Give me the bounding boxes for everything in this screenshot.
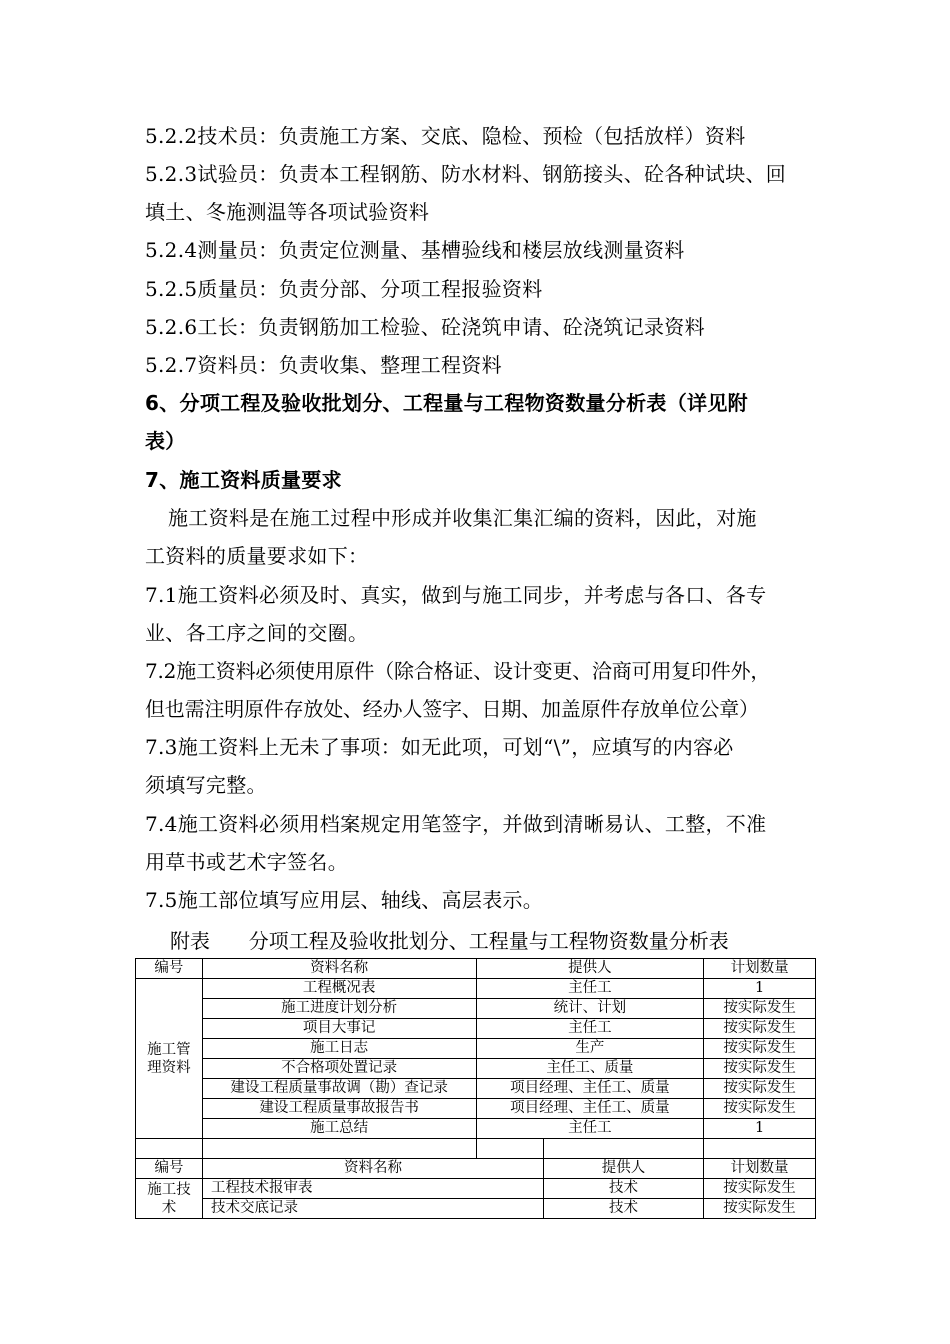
heading-6: 6、分项工程及验收批划分、工程量与工程物资数量分析表（详见附 — [145, 391, 748, 415]
item-7-4-cont: 用草书或艺术字签名。 — [145, 850, 348, 874]
doc-name: 建设工程质量事故报告书 — [202, 1099, 476, 1119]
table-row — [136, 1039, 816, 1059]
empty-cell — [544, 1139, 704, 1159]
provider: 项目经理、主任工、质量 — [476, 1079, 704, 1099]
table-row — [136, 1179, 816, 1199]
quantity: 按实际发生 — [704, 1019, 816, 1039]
para-5-2-3: 5.2.3试验员：负责本工程钢筋、防水材料、钢筋接头、砼各种试块、回 — [145, 162, 787, 186]
para-5-2-3-cont: 填土、冬施测温等各项试验资料 — [145, 200, 430, 224]
para-5-2-7: 5.2.7资料员：负责收集、整理工程资料 — [145, 353, 502, 377]
category-cell — [136, 979, 203, 1139]
quantity: 按实际发生 — [704, 1079, 816, 1099]
provider: 生产 — [476, 1039, 704, 1059]
table-row — [136, 1019, 816, 1039]
doc-name: 技术交底记录 — [203, 1199, 544, 1219]
doc-name: 建设工程质量事故调（勘）查记录 — [202, 1079, 476, 1099]
table-caption — [170, 928, 729, 954]
heading-7: 7、施工资料质量要求 — [145, 468, 342, 492]
doc-name: 不合格项处置记录 — [202, 1059, 476, 1079]
header-quantity: 计划数量 — [704, 1159, 816, 1179]
header-name: 资料名称 — [203, 1159, 544, 1179]
doc-name: 施工日志 — [202, 1039, 476, 1059]
body-intro: 施工资料是在施工过程中形成并收集汇集汇编的资料，因此，对施 — [168, 506, 757, 530]
doc-name: 施工进度计划分析 — [202, 999, 476, 1019]
item-7-4: 7.4施工资料必须用档案规定用笔签字，并做到清晰易认、工整，不准 — [145, 812, 767, 836]
table-header-row — [136, 959, 816, 979]
table-row — [136, 1099, 816, 1119]
doc-name: 工程概况表 — [202, 979, 476, 999]
provider: 统计、计划 — [476, 999, 704, 1019]
category-cell — [136, 1179, 203, 1219]
header-provider: 提供人 — [544, 1159, 704, 1179]
item-7-5: 7.5施工部位填写应用层、轴线、高层表示。 — [145, 888, 544, 912]
caption-title: 分项工程及验收批划分、工程量与工程物资数量分析表 — [248, 929, 729, 953]
doc-name: 项目大事记 — [202, 1019, 476, 1039]
quantity: 按实际发生 — [704, 999, 816, 1019]
empty-cell — [202, 1139, 476, 1159]
item-7-3-cont: 须填写完整。 — [145, 773, 267, 797]
table-header-row — [136, 1159, 816, 1179]
heading-6-cont: 表） — [145, 429, 186, 453]
header-provider: 提供人 — [476, 959, 704, 979]
table-row — [136, 1059, 816, 1079]
para-5-2-6: 5.2.6工长：负责钢筋加工检验、砼浇筑申请、砼浇筑记录资料 — [145, 315, 705, 339]
provider: 主任工、质量 — [476, 1059, 704, 1079]
table-row — [136, 1079, 816, 1099]
para-5-2-2: 5.2.2技术员：负责施工方案、交底、隐检、预检（包括放样）资料 — [145, 124, 746, 148]
item-7-2-cont: 但也需注明原件存放处、经办人签字、日期、加盖原件存放单位公章） — [145, 697, 759, 721]
doc-name: 工程技术报审表 — [203, 1179, 544, 1199]
quantity: 按实际发生 — [704, 1039, 816, 1059]
provider: 主任工 — [476, 1119, 704, 1139]
category-label: 施工管理资料 — [147, 1041, 191, 1076]
para-5-2-5: 5.2.5质量员：负责分部、分项工程报验资料 — [145, 277, 543, 301]
header-id: 编号 — [136, 959, 203, 979]
analysis-table-2 — [135, 1158, 816, 1219]
provider: 技术 — [544, 1179, 704, 1199]
table-row — [136, 979, 816, 999]
body-intro-cont: 工资料的质量要求如下： — [145, 544, 369, 568]
empty-cell — [476, 1139, 544, 1159]
header-quantity: 计划数量 — [704, 959, 816, 979]
empty-cell — [704, 1139, 816, 1159]
item-7-1: 7.1施工资料必须及时、真实，做到与施工同步，并考虑与各口、各专 — [145, 583, 767, 607]
caption-prefix: 附表 — [170, 929, 210, 953]
empty-cell — [136, 1139, 203, 1159]
item-7-1-cont: 业、各工序之间的交圈。 — [145, 621, 369, 645]
table-row — [136, 1199, 816, 1219]
header-name: 资料名称 — [202, 959, 476, 979]
quantity: 1 — [704, 979, 816, 999]
provider: 主任工 — [476, 979, 704, 999]
provider: 项目经理、主任工、质量 — [476, 1099, 704, 1119]
header-id: 编号 — [136, 1159, 203, 1179]
table-row — [136, 1119, 816, 1139]
quantity: 按实际发生 — [704, 1179, 816, 1199]
para-5-2-4: 5.2.4测量员：负责定位测量、基槽验线和楼层放线测量资料 — [145, 238, 685, 262]
category-label: 施工技术 — [147, 1181, 191, 1216]
provider: 主任工 — [476, 1019, 704, 1039]
doc-name: 施工总结 — [202, 1119, 476, 1139]
quantity: 1 — [704, 1119, 816, 1139]
item-7-2: 7.2施工资料必须使用原件（除合格证、设计变更、洽商可用复印件外， — [145, 659, 771, 683]
quantity: 按实际发生 — [704, 1059, 816, 1079]
empty-row — [136, 1139, 816, 1159]
quantity: 按实际发生 — [704, 1199, 816, 1219]
provider: 技术 — [544, 1199, 704, 1219]
quantity: 按实际发生 — [704, 1099, 816, 1119]
item-7-3: 7.3施工资料上无未了事项：如无此项，可划“\”，应填写的内容必 — [145, 735, 734, 759]
analysis-table-1 — [135, 958, 816, 1159]
table-row — [136, 999, 816, 1019]
